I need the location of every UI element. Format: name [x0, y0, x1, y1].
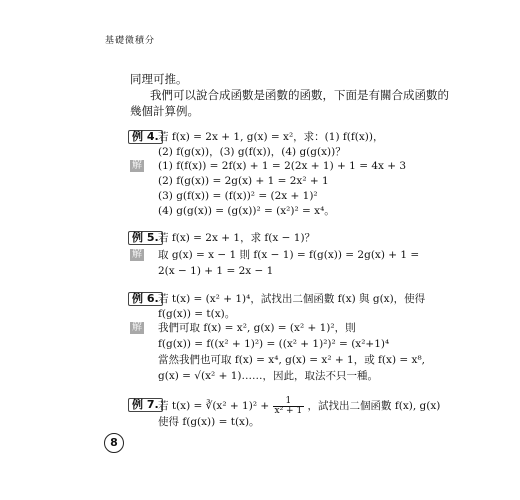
example-6-solution-line-2: f(g(x)) = f((x² + 1)²) = ((x² + 1)²)² = (x²+1)⁴ — [158, 338, 390, 350]
intro-line-1: 同理可推。 — [130, 72, 188, 86]
example-4-solution-line-2: (2) f(g(x)) = 2g(x) + 1 = 2x² + 1 — [158, 175, 329, 187]
example-7-problem-line-1 — [158, 396, 440, 416]
example-6-label: 例 6. — [128, 292, 163, 306]
running-header: 基礎微積分 — [105, 36, 156, 46]
example-4-solution-label: 解 — [132, 160, 142, 171]
example-4-solution-line-1: (1) f(f(x)) = 2f(x) + 1 = 2(2x + 1) + 1 = 4x + 3 — [158, 160, 407, 172]
example-6-solution-line-4: g(x) = √(x² + 1)……，因此，取法不只一種。 — [158, 370, 378, 382]
fraction-denominator: x² + 1 — [274, 405, 303, 416]
intro-line-2: 我們可以說合成函數是函數的函數，下面是有關合成函數的 — [150, 88, 449, 102]
example-5-solution-line-2: 2(x − 1) + 1 = 2x − 1 — [158, 265, 274, 277]
example-7-problem-pre: 若 t(x) = ∛(x² + 1)² + — [158, 400, 270, 412]
example-6-solution-line-3: 當然我們也可取 f(x) = x⁴, g(x) = x² + 1，或 f(x) = x⁸, — [158, 354, 425, 366]
page-number: 8 — [104, 433, 124, 453]
example-5-label: 例 5. — [128, 231, 163, 245]
example-5-problem-line-1: 若 f(x) = 2x + 1，求 f(x − 1)？ — [158, 232, 316, 244]
example-6-solution-label: 解 — [132, 322, 142, 333]
example-7-fraction — [273, 397, 305, 416]
example-4-label: 例 4. — [128, 130, 163, 144]
example-4-solution-line-4: (4) g(g(x)) = (g(x))² = (x²)² = x⁴。 — [158, 205, 335, 217]
example-7-problem-post: ，試找出二個函數 f(x), g(x) — [307, 400, 441, 412]
example-5-solution-label: 解 — [132, 249, 142, 260]
example-4-solution-line-3: (3) g(f(x)) = (f(x))² = (2x + 1)² — [158, 190, 318, 202]
example-4-problem-line-2: (2) f(g(x))，(3) g(f(x))，(4) g(g(x))？ — [158, 146, 346, 158]
fraction-numerator: 1 — [273, 397, 305, 407]
example-6-problem-line-2: f(g(x)) = t(x)。 — [158, 308, 236, 320]
example-4-problem-line-1: 若 f(x) = 2x + 1, g(x) = x²，求：(1) f(f(x))， — [158, 131, 384, 143]
intro-line-3: 幾個計算例。 — [130, 104, 199, 118]
example-7-label: 例 7. — [128, 398, 163, 412]
example-6-solution-line-1: 我們可取 f(x) = x², g(x) = (x² + 1)²，則 — [158, 322, 356, 334]
example-6-problem-line-1: 若 t(x) = (x² + 1)⁴，試找出二個函數 f(x) 與 g(x)，使得 — [158, 293, 426, 305]
example-7-problem-line-2: 使得 f(g(x)) = t(x)。 — [158, 416, 260, 428]
example-5-solution-line-1: 取 g(x) = x − 1 則 f(x − 1) = f(g(x)) = 2g(x) + 1 = — [158, 249, 420, 261]
